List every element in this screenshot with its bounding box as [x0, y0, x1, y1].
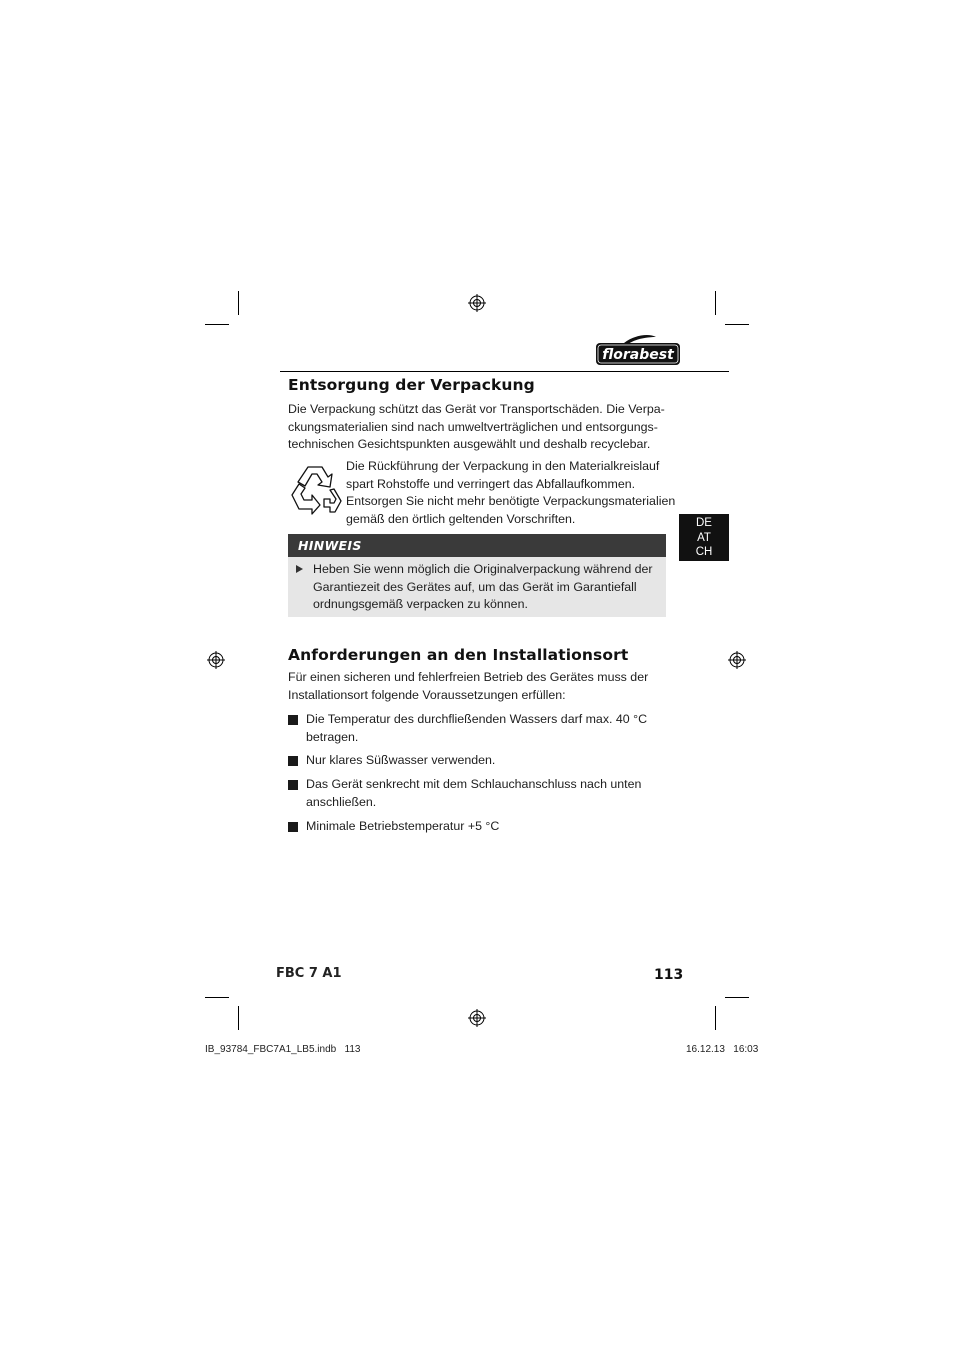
crop-mark	[205, 997, 229, 998]
bullet-square-icon	[288, 715, 298, 725]
bullet-square-icon	[288, 756, 298, 766]
print-slug-date: 16.12.13 16:03	[686, 1044, 759, 1055]
registration-mark-icon	[207, 651, 225, 669]
hinweis-body	[288, 557, 666, 617]
model-number: FBC 7 A1	[276, 966, 342, 981]
crop-mark	[725, 324, 749, 325]
arrow-right-icon	[296, 565, 303, 573]
disposal-intro	[288, 401, 668, 454]
installation-intro	[288, 669, 668, 704]
text-line: Die Temperatur des durchfließenden Wassers darf max. 40 °C	[306, 712, 648, 726]
text-line: Nur klares Süßwasser verwenden.	[306, 753, 496, 767]
recycle-icon	[288, 461, 344, 515]
page-number: 113	[654, 967, 684, 983]
text-line: Das Gerät senkrecht mit dem Schlauchanschluss nach unten	[306, 777, 642, 791]
registration-mark-icon	[728, 651, 746, 669]
list-item	[306, 818, 666, 836]
crop-mark	[238, 291, 239, 315]
text-line: ordnungsgemäß verpacken zu können.	[313, 597, 528, 612]
list-item	[306, 752, 666, 770]
text-line: spart Rohstoffe und verringert das Abfallaufkommen.	[346, 476, 636, 491]
text-line: Die Rückführung der Verpackung in den Materialkreislauf	[346, 459, 660, 473]
hinweis-label: HINWEIS	[298, 538, 362, 553]
text-line: technischen Gesichtspunkten ausgewählt und deshalb recyclebar.	[288, 437, 651, 452]
text-line: anschließen.	[306, 794, 377, 809]
bullet-square-icon	[288, 780, 298, 790]
language-tab	[679, 514, 729, 561]
text-line: Installationsort folgende Voraussetzungen erfüllen:	[288, 687, 566, 702]
text-line: betragen.	[306, 729, 359, 744]
registration-mark-icon	[468, 1009, 486, 1027]
crop-mark	[725, 997, 749, 998]
crop-mark	[715, 291, 716, 315]
header-rule	[280, 371, 729, 372]
text-line: gemäß den örtlich geltenden Vorschriften.	[346, 511, 576, 526]
text-line: ckungsmaterialien sind nach umweltverträglichen und entsorgungs-	[288, 419, 658, 434]
section-title-disposal: Entsorgung der Verpackung	[288, 376, 535, 394]
text-line: Heben Sie wenn möglich die Originalverpackung während der	[313, 562, 653, 576]
recycle-text	[346, 458, 676, 528]
text-line: Für einen sicheren und fehlerfreien Betrieb des Gerätes muss der	[288, 670, 649, 684]
text-line: Die Verpackung schützt das Gerät vor Transportschäden. Die Verpa-	[288, 402, 665, 416]
florabest-logo	[594, 333, 682, 367]
bullet-square-icon	[288, 822, 298, 832]
lang-at: AT	[697, 531, 711, 544]
registration-mark-icon	[468, 294, 486, 312]
hinweis-text	[313, 561, 658, 614]
lang-de: DE	[696, 517, 712, 529]
text-line: Garantiezeit des Gerätes auf, um das Gerät im Garantiefall	[313, 579, 637, 594]
logo-text: florabest	[602, 347, 674, 363]
section-title-installation: Anforderungen an den Installationsort	[288, 646, 629, 664]
crop-mark	[238, 1006, 239, 1030]
text-line: Minimale Betriebstemperatur +5 °C	[306, 819, 500, 833]
list-item	[306, 776, 666, 811]
print-slug-file: IB_93784_FBC7A1_LB5.indb 113	[205, 1044, 361, 1055]
list-item	[306, 711, 666, 746]
crop-mark	[715, 1006, 716, 1030]
crop-mark	[205, 324, 229, 325]
lang-ch: CH	[695, 546, 713, 558]
hinweis-header	[288, 534, 666, 557]
text-line: Entsorgen Sie nicht mehr benötigte Verpackungsmaterialien	[346, 494, 676, 509]
